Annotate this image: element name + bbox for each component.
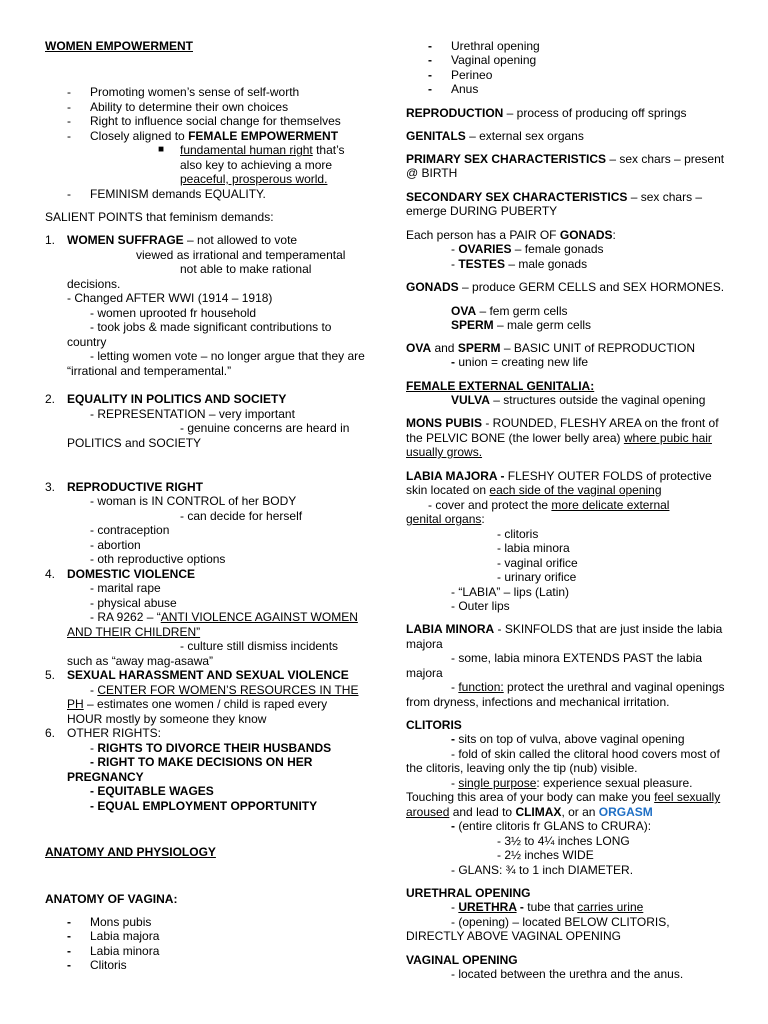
text-line: - some, labia minora EXTENDS PAST the labia bbox=[451, 651, 702, 665]
text-line: country bbox=[67, 335, 107, 349]
section-title-clitoris: CLITORIS bbox=[406, 718, 462, 732]
definition-secondary: SECONDARY SEX CHARACTERISTICS – sex chars – bbox=[406, 190, 703, 204]
text-line: - RIGHT TO MAKE DECISIONS ON HER bbox=[90, 755, 313, 769]
text-line: - REPRESENTATION – very important bbox=[90, 407, 295, 421]
text-line: - genuine concerns are heard in bbox=[180, 421, 350, 435]
text-line: - can decide for herself bbox=[180, 509, 303, 523]
numbered-item: 6. OTHER RIGHTS: bbox=[45, 726, 162, 740]
text-line: - TESTES – male gonads bbox=[451, 257, 588, 271]
text-line: - OVARIES – female gonads bbox=[451, 242, 604, 256]
text-line: - culture still dismiss incidents bbox=[180, 639, 339, 653]
text-line: emerge DURING PUBERTY bbox=[406, 204, 558, 218]
list-item: - vaginal orifice bbox=[497, 556, 578, 570]
text-line: the PELVIC BONE (the lower belly area) where pubic hair bbox=[406, 431, 712, 445]
text-line: Each person has a PAIR OF GONADS: bbox=[406, 228, 616, 242]
text-line: - function: protect the urethral and vaginal openings bbox=[451, 680, 725, 694]
numbered-item: 5. SEXUAL HARASSMENT AND SEXUAL VIOLENCE bbox=[45, 668, 349, 682]
text-line: - fold of skin called the clitoral hood covers most of bbox=[451, 747, 720, 761]
section-title-vaginal-opening: VAGINAL OPENING bbox=[406, 953, 518, 967]
text-line: - EQUAL EMPLOYMENT OPPORTUNITY bbox=[90, 799, 318, 813]
text-line: PREGNANCY bbox=[67, 770, 144, 784]
text-line: - sits on top of vulva, above vaginal opening bbox=[451, 732, 685, 746]
document-page: WOMEN EMPOWERMENT - Promoting women’s sense of self-worth - Ability to determine their own choices - Right to influence social change for themselves - Closely aligned to FEMALE EMPOWERMENT ■ fundamental human right that’s also key to achieving a more peaceful, prosperous world. - FEMINISM demands EQUALITY. SALIENT POINTS that feminism demands: 1. WOMEN SUFFRAGE – not allowed to vote viewed as irrational and temperamental not able to make rational decisions. - Changed AFTER WWI (1914 – 1918) - women uprooted fr household - took jobs & made significant contributions to country - letting women vote – no longer argue that they are “irrational and temperamental.” 2. EQUALITY IN POLITICS AND SOCIETY - REPRESENTATION – very important - genuine concerns are heard in POLITICS and SOCIETY 3. REPRODUCTIVE RIGHT - woman is IN CONTROL of her BODY - can decide for herself - contraception - abortion - oth reproductive options 4. DOMESTIC VIOLENCE - marital rape - physical abuse - RA 9262 – “ANTI VIOLENCE AGAINST WOMEN AND THEIR CHILDREN” - culture still dismiss incidents such as “away mag-asawa” 5. SEXUAL HARASSMENT AND SEXUAL VIOLENCE - CENTER FOR WOMEN’S RESOURCES IN THE PH – estimates one women / child is raped every HOUR mostly by someone they know 6. OTHER RIGHTS: - RIGHTS TO DIVORCE THEIR HUSBANDS - RIGHT TO MAKE DECISIONS ON HER PREGNANCY - EQUITABLE WAGES - EQUAL EMPLOYMENT OPPORTUNITY ANATOMY AND PHYSIOLOGY ANATOMY OF VAGINA: - Mons pubis - Labia majora - Labia minora - Clitoris - Urethral opening - Vaginal opening - Perineo - Anus REPRODUCTION – process of producing off springs GENITALS – external sex organs PRIMARY SEX CHARACTERISTICS – sex chars – present @ BIRTH SECONDARY SEX CHARACTERISTICS – sex chars – emerge DURING PUBERTY Each person has a PAIR OF GONADS: - OVARIES – female gonads - TESTES – male gonads GONADS – produce GERM CELLS and SEX HORMONES. OVA – fem germ cells SPERM – male germ cells OVA and SPERM – BASIC UNIT of REPRODUCTION - union = creating new life FEMALE EXTERNAL GENITALIA: VULVA – structures outside the vaginal opening MONS PUBIS - ROUNDED, FLESHY AREA on the front of the PELVIC BONE (the lower belly area) where pubic hair usually grows. LABIA MAJORA - FLESHY OUTER FOLDS of protective skin located on each side of the vaginal opening - cover and protect the more delicate external genital organs: - clitoris - labia minora - vaginal orifice - urinary orifice - “LABIA” – lips (Latin) - Outer lips LABIA MINORA - SKINFOLDS that are just inside the labia majora - some, labia minora EXTENDS PAST the labia majora - function: protect the urethral and vaginal openings from dryness, infections and mechanical irritation. CLITORIS - sits on top of vulva, above vaginal opening - fold of skin called the clitoral hood covers most of the clitoris, leaving only the tip (nub) visible. - single purpose: experience sexual pleasure. Touching this area of your body can make you feel sexually aroused and lead to CLIMAX, or an ORGASM - (entire clitoris fr GLANS to CRURA): - 3½ to 4¼ inches LONG - 2½ inches WIDE - GLANS: ¾ to 1 inch DIAMETER. URETHRAL OPENING - URETHRA - tube that carries urine - (opening) – located BELOW CLITORIS, DIRECTLY ABOVE VAGINAL OPENING VAGINAL OPENING - located between the urethra and the anus. bbox=[45, 39, 725, 981]
text-line: - Outer lips bbox=[451, 599, 510, 613]
definition-labia-majora: LABIA MAJORA - FLESHY OUTER FOLDS of protective bbox=[406, 469, 712, 483]
text-line: DIRECTLY ABOVE VAGINAL OPENING bbox=[406, 929, 621, 943]
definition-mons-pubis: MONS PUBIS - ROUNDED, FLESHY AREA on the front of bbox=[406, 416, 719, 430]
text-line: - took jobs & made significant contributions to bbox=[90, 320, 332, 334]
text-line: VULVA – structures outside the vaginal opening bbox=[451, 393, 706, 407]
text-line: - woman is IN CONTROL of her BODY bbox=[90, 494, 297, 508]
text-line: majora bbox=[406, 666, 443, 680]
text-line: - CENTER FOR WOMEN’S RESOURCES IN THE bbox=[90, 683, 359, 697]
text-line: - marital rape bbox=[90, 581, 161, 595]
section-title-anatomy: ANATOMY AND PHYSIOLOGY bbox=[45, 845, 216, 859]
text-line: aroused and lead to CLIMAX, or an ORGASM bbox=[406, 805, 653, 819]
text-line: - Changed AFTER WWI (1914 – 1918) bbox=[67, 291, 273, 305]
text-line: usually grows. bbox=[406, 445, 483, 459]
text-line: “irrational and temperamental.” bbox=[67, 364, 232, 378]
text-line: @ BIRTH bbox=[406, 166, 458, 180]
numbered-item: 1. WOMEN SUFFRAGE – not allowed to vote bbox=[45, 233, 298, 247]
definition-genitals: GENITALS – external sex organs bbox=[406, 129, 584, 143]
definition-reproduction: REPRODUCTION – process of producing off springs bbox=[406, 106, 687, 120]
text-line: - union = creating new life bbox=[451, 355, 589, 369]
text-line: - RIGHTS TO DIVORCE THEIR HUSBANDS bbox=[90, 741, 332, 755]
section-title-female-external: FEMALE EXTERNAL GENITALIA: bbox=[406, 379, 595, 393]
text-line: - women uprooted fr household bbox=[90, 306, 257, 320]
text-line: - cover and protect the more delicate external bbox=[428, 498, 670, 512]
text-line: decisions. bbox=[67, 277, 121, 291]
definition-ova-sperm: OVA and SPERM – BASIC UNIT of REPRODUCTION bbox=[406, 341, 695, 355]
text-line: - letting women vote – no longer argue that they are bbox=[90, 349, 365, 363]
section-title-anatomy-vagina: ANATOMY OF VAGINA: bbox=[45, 892, 178, 906]
text-line: SPERM – male germ cells bbox=[451, 318, 592, 332]
text-line: HOUR mostly by someone they know bbox=[67, 712, 267, 726]
text-line: from dryness, infections and mechanical irritation. bbox=[406, 695, 670, 709]
definition-gonads: GONADS – produce GERM CELLS and SEX HORMONES. bbox=[406, 280, 725, 294]
text-line: majora bbox=[406, 637, 443, 651]
definition-primary: PRIMARY SEX CHARACTERISTICS – sex chars – present bbox=[406, 152, 725, 166]
text-line: PH – estimates one women / child is raped every bbox=[67, 697, 328, 711]
text-line: AND THEIR CHILDREN” bbox=[67, 625, 201, 639]
text-line: - “LABIA” – lips (Latin) bbox=[451, 585, 570, 599]
text-line: SALIENT POINTS that feminism demands: bbox=[45, 210, 274, 224]
list-item: - urinary orifice bbox=[497, 570, 577, 584]
text-line: - (opening) – located BELOW CLITORIS, bbox=[451, 915, 670, 929]
text-line: POLITICS and SOCIETY bbox=[67, 436, 202, 450]
text-line: such as “away mag-asawa” bbox=[67, 654, 214, 668]
text-line: peaceful, prosperous world. bbox=[180, 172, 328, 186]
definition-labia-minora: LABIA MINORA - SKINFOLDS that are just inside the labia bbox=[406, 622, 723, 636]
text-line: - EQUITABLE WAGES bbox=[90, 784, 214, 798]
numbered-item: 3. REPRODUCTIVE RIGHT bbox=[45, 480, 204, 494]
text-line: - 3½ to 4¼ inches LONG bbox=[497, 834, 630, 848]
text-line: - 2½ inches WIDE bbox=[497, 848, 594, 862]
text-line: - (entire clitoris fr GLANS to CRURA): bbox=[451, 819, 652, 833]
text-line: - single purpose: experience sexual pleasure. bbox=[451, 776, 693, 790]
text-line: OVA – fem germ cells bbox=[451, 304, 568, 318]
text-line: viewed as irrational and temperamental bbox=[136, 248, 346, 262]
text-line: Touching this area of your body can make you feel sexually bbox=[406, 790, 721, 804]
numbered-item: 2. EQUALITY IN POLITICS AND SOCIETY bbox=[45, 392, 287, 406]
text-line: genital organs: bbox=[406, 512, 485, 526]
text-line: - GLANS: ¾ to 1 inch DIAMETER. bbox=[451, 863, 634, 877]
text-line: - oth reproductive options bbox=[90, 552, 226, 566]
text-line: not able to make rational bbox=[180, 262, 312, 276]
text-line: the clitoris, leaving only the tip (nub) visible. bbox=[406, 761, 638, 775]
section-title-urethral-opening: URETHRAL OPENING bbox=[406, 886, 531, 900]
text-line: also key to achieving a more bbox=[180, 158, 333, 172]
text-line: - URETHRA - tube that carries urine bbox=[451, 900, 644, 914]
numbered-item: 4. DOMESTIC VIOLENCE bbox=[45, 567, 196, 581]
text-line: - RA 9262 – “ANTI VIOLENCE AGAINST WOMEN bbox=[90, 610, 358, 624]
text-line: skin located on each side of the vaginal opening bbox=[406, 483, 662, 497]
text-line: - abortion bbox=[90, 538, 141, 552]
text-line: - contraception bbox=[90, 523, 170, 537]
section-title-women-empowerment: WOMEN EMPOWERMENT bbox=[45, 39, 193, 53]
list-item: - labia minora bbox=[497, 541, 570, 555]
list-item: - clitoris bbox=[497, 527, 539, 541]
text-line: - physical abuse bbox=[90, 596, 177, 610]
text-line: - located between the urethra and the anus. bbox=[451, 967, 684, 981]
